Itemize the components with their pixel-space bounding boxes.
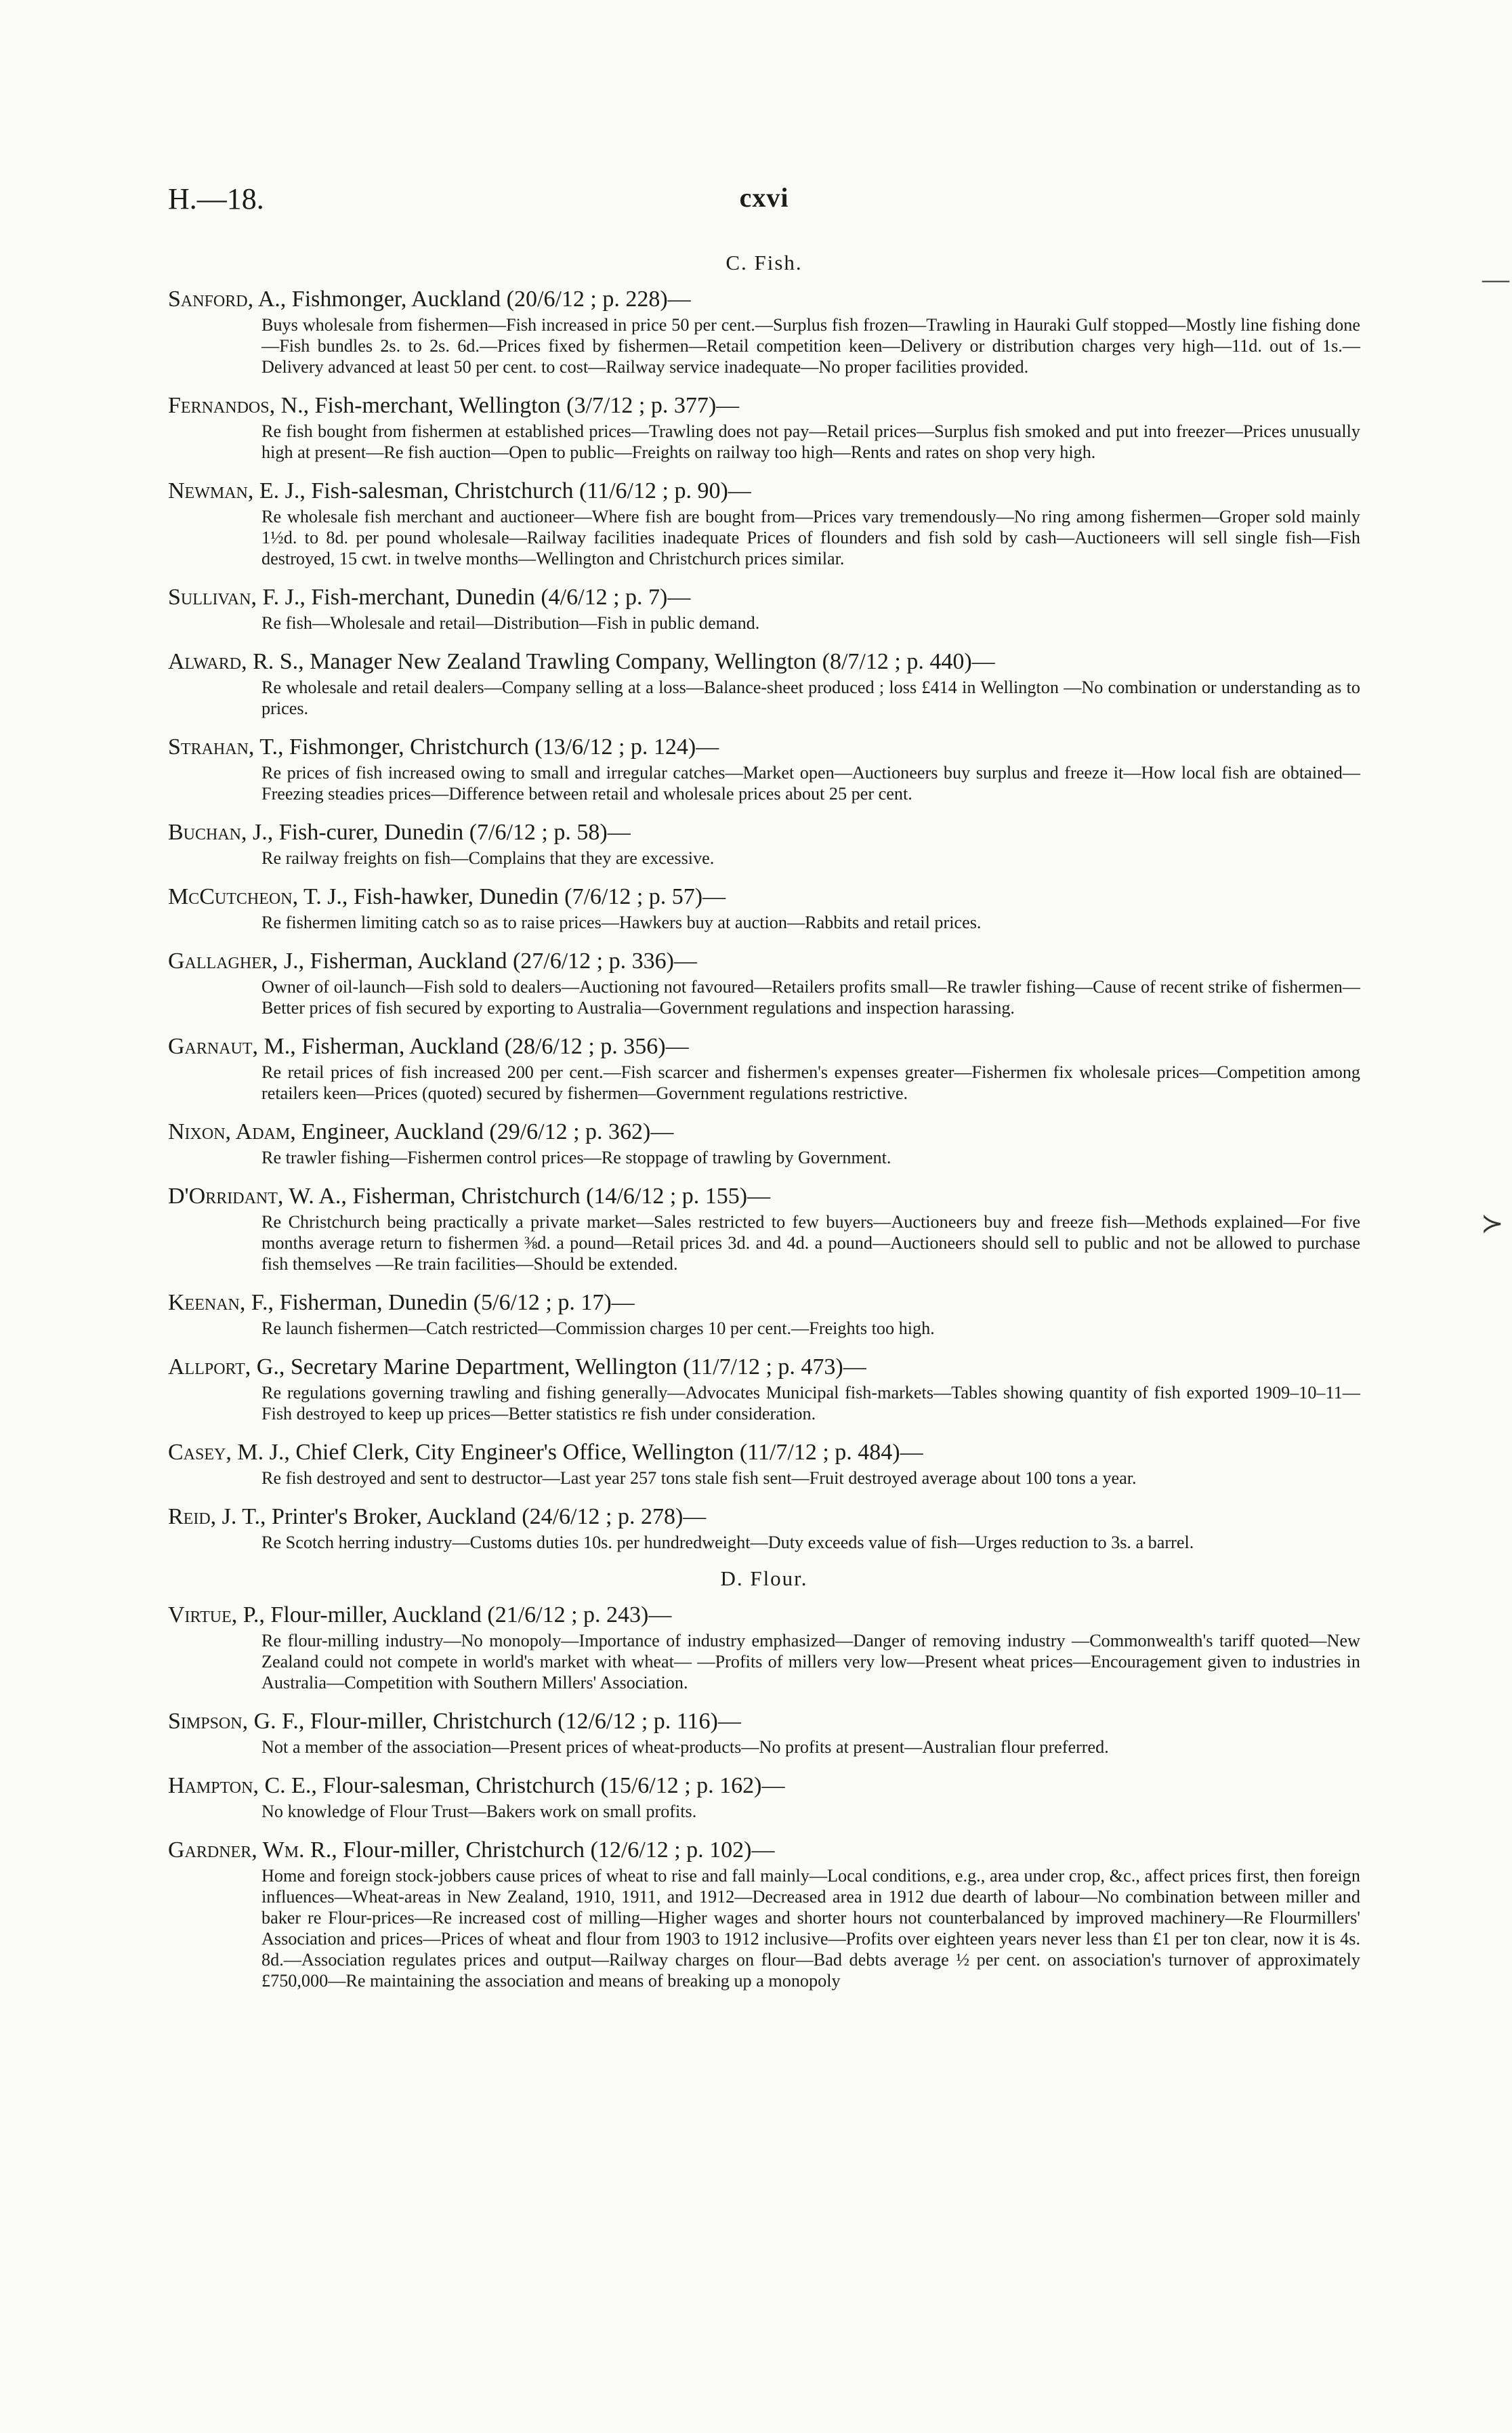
witness-name: Gallagher, J.,: [168, 949, 305, 974]
page-header: [168, 182, 1360, 222]
evidence-summary: No knowledge of Flour Trust—Bakers work on small profits.: [261, 1802, 697, 1821]
evidence-summary: Re fish bought from fishermen at established prices—Trawling does not pay—Retail prices—Surplus fish smoked and put into freezer—Prices unusually high at present—Re fish auction—Open to public—Freights on railway too high—Rents and rates on shop very high.: [261, 421, 1360, 462]
document-reference: H.—18.: [168, 182, 264, 215]
witness-entry: [168, 1032, 1360, 1104]
witness-details: Flour-miller, Christchurch (12/6/12 ; p. 116)—: [304, 1709, 741, 1734]
witness-name: Gardner, Wm. R.,: [168, 1837, 337, 1863]
witness-details: Flour-miller, Auckland (21/6/12 ; p. 243)—: [264, 1602, 672, 1627]
witness-details: Fish-merchant, Wellington (3/7/12 ; p. 377)—: [309, 393, 740, 418]
witness-details: Fisherman, Dunedin (5/6/12 ; p. 17)—: [274, 1290, 635, 1315]
evidence-summary: Re wholesale and retail dealers—Company selling at a loss—Balance-sheet produced ; loss £414 in Wellington —No combination or understanding as to prices.: [261, 678, 1360, 718]
witness-entry: [168, 583, 1360, 633]
witness-entry: [168, 391, 1360, 463]
entry-heading: [168, 1707, 1360, 1737]
witness-details: Fisherman, Auckland (27/6/12 ; p. 336)—: [304, 949, 697, 974]
evidence-summary: Re Christchurch being practically a private market—Sales restricted to few buyers—Auctioneers buy and freeze fish—Methods explained—For five months average return to fishermen ⅜d. a pound—Retail prices 3d. and 4d. a pound—Auctioneers should sell to public and not be allowed to purchase fish themselves —Re train facilities—Should be extended.: [261, 1212, 1360, 1274]
evidence-summary: Re prices of fish increased owing to small and irregular catches—Market open—Auctioneers buy surplus and freeze it—How local fish are obtained—Freezing steadies prices—Difference between retail and wholesale prices about 25 per cent.: [261, 763, 1360, 804]
witness-name: Reid, J. T.,: [168, 1504, 266, 1529]
entry-heading: [168, 818, 1360, 848]
entry-heading: [168, 1182, 1360, 1211]
witness-entry: [168, 1707, 1360, 1758]
witness-name: Alward, R. S.,: [168, 649, 304, 674]
witness-name: Newman, E. J.,: [168, 478, 306, 503]
evidence-summary: Re fish—Wholesale and retail—Distribution—Fish in public demand.: [261, 613, 760, 633]
witness-details: Flour-salesman, Christchurch (15/6/12 ; p. 162)—: [316, 1773, 785, 1798]
witness-name: McCutcheon, T. J.,: [168, 884, 348, 909]
witness-name: Casey, M. J.,: [168, 1440, 290, 1465]
entry-heading: [168, 583, 1360, 612]
witness-entry: [168, 285, 1360, 377]
witness-details: Chief Clerk, City Engineer's Office, Wellington (11/7/12 ; p. 484)—: [289, 1440, 923, 1465]
evidence-summary: Re retail prices of fish increased 200 per cent.—Fish scarcer and fishermen's expenses greater—Fishermen fix wholesale prices—Competition among retailers keen—Prices (quoted) secured by fishermen—Government regulations restrictive.: [261, 1062, 1360, 1103]
witness-entry: [168, 732, 1360, 804]
evidence-summary: Re fishermen limiting catch so as to raise prices—Hawkers buy at auction—Rabbits and retail prices.: [261, 913, 982, 932]
evidence-summary: Owner of oil-launch—Fish sold to dealers—Auctioning not favoured—Retailers profits small—Re trawler fishing—Cause of recent strike of fishermen—Better prices of fish secured by exporting to Australia—Government regulations and inspection harassing.: [261, 977, 1360, 1018]
page-number: cxvi: [739, 182, 789, 213]
witness-details: Flour-miller, Christchurch (12/6/12 ; p. 102)—: [337, 1837, 775, 1863]
entry-heading: [168, 732, 1360, 762]
witness-details: Fish-salesman, Christchurch (11/6/12 ; p. 90)—: [305, 478, 751, 503]
witness-name: Garnaut, M.,: [168, 1034, 296, 1059]
witness-details: Printer's Broker, Auckland (24/6/12 ; p. 278)—: [266, 1504, 707, 1529]
entry-heading: [168, 1502, 1360, 1532]
witness-details: Engineer, Auckland (29/6/12 ; p. 362)—: [295, 1119, 674, 1144]
evidence-summary: Re regulations governing trawling and fishing generally—Advocates Municipal fish-markets—Tables showing quantity of fish exported 1909–10–11—Fish destroyed to keep up prices—Better statistics re fish under consideration.: [261, 1383, 1360, 1423]
evidence-summary: Re trawler fishing—Fishermen control prices—Re stoppage of trawling by Government.: [261, 1148, 891, 1167]
entry-heading: [168, 1600, 1360, 1630]
entry-heading: [168, 1771, 1360, 1801]
entry-heading: [168, 947, 1360, 976]
witness-name: Sullivan, F. J.,: [168, 585, 306, 610]
witness-details: Fish-curer, Dunedin (7/6/12 ; p. 58)—: [273, 820, 631, 845]
entry-heading: [168, 1288, 1360, 1318]
witness-name: Fernandos, N.,: [168, 393, 310, 418]
witness-name: Virtue, P.,: [168, 1602, 265, 1627]
witness-details: Secretary Marine Department, Wellington (11/7/12 ; p. 473)—: [285, 1354, 866, 1379]
margin-mark: —: [1482, 264, 1509, 294]
witness-name: Buchan, J.,: [168, 820, 274, 845]
evidence-summary: Re wholesale fish merchant and auctioneer—Where fish are bought from—Prices vary tremendously—No ring among fishermen—Groper sold mainly 1½d. to 8d. per pound wholesale—Railway facilities inadequate Prices of flounders and fish sold by cash—Auctioneers will sell single fish—Fish destroyed, 15 cwt. in twelve months—Wellington and Christchurch prices similar.: [261, 507, 1360, 568]
evidence-summary: Not a member of the association—Present prices of wheat-products—No profits at present—Australian flour preferred.: [261, 1737, 1109, 1757]
witness-entry: [168, 1288, 1360, 1339]
entry-heading: [168, 1117, 1360, 1147]
evidence-summary: Re railway freights on fish—Complains that they are excessive.: [261, 848, 715, 868]
evidence-summary: Buys wholesale from fishermen—Fish increased in price 50 per cent.—Surplus fish frozen—Trawling in Hauraki Gulf stopped—Mostly line fishing done—Fish bundles 2s. to 2s. 6d.—Prices fixed by fishermen—Retail competition keen—Delivery or distribution charges very high—11d. out of 1s.—Delivery advanced at least 50 per cent. to cost—Railway service inadequate—No proper facilities provided.: [261, 315, 1360, 377]
section-title: C. Fish.: [726, 251, 803, 274]
witness-entry: [168, 1502, 1360, 1553]
witness-entry: [168, 818, 1360, 869]
entry-heading: [168, 647, 1360, 677]
margin-mark: ≻: [1481, 1208, 1504, 1239]
witness-entry: [168, 882, 1360, 933]
witness-entry: [168, 1117, 1360, 1168]
witness-entry: [168, 1352, 1360, 1424]
entry-heading: [168, 285, 1360, 314]
witness-details: Fish-hawker, Dunedin (7/6/12 ; p. 57)—: [348, 884, 726, 909]
witness-name: Nixon, Adam,: [168, 1119, 296, 1144]
evidence-summary: Re flour-milling industry—No monopoly—Importance of industry emphasized—Danger of removing industry —Commonwealth's tariff quoted—New Zealand could not compete in world's market with wheat— —Profits of millers very low—Present wheat prices—Encouragement given to industries in Australia—Competition with Southern Millers' Association.: [261, 1631, 1360, 1692]
evidence-summary: Re fish destroyed and sent to destructor—Last year 257 tons stale fish sent—Fruit destroyed average about 100 tons a year.: [261, 1468, 1137, 1488]
witness-entry: [168, 1438, 1360, 1489]
witness-details: Manager New Zealand Trawling Company, Wellington (8/7/12 ; p. 440)—: [303, 649, 995, 674]
witness-entry: [168, 1771, 1360, 1822]
witness-details: Fisherman, Christchurch (14/6/12 ; p. 155)—: [346, 1184, 771, 1209]
witness-name: Simpson, G. F.,: [168, 1709, 305, 1734]
witness-name: Keenan, F.,: [168, 1290, 274, 1315]
witness-name: Hampton, C. E.,: [168, 1773, 317, 1798]
witness-entry: [168, 476, 1360, 569]
evidence-summary: Re launch fishermen—Catch restricted—Commission charges 10 per cent.—Freights too high.: [261, 1318, 935, 1338]
entry-heading: [168, 1438, 1360, 1468]
entry-heading: [168, 1032, 1360, 1062]
witness-entry: [168, 947, 1360, 1018]
witness-name: Allport, G.,: [168, 1354, 285, 1379]
witness-entry: [168, 647, 1360, 719]
document-content: [168, 251, 1360, 2005]
section-title: D. Flour.: [720, 1566, 808, 1590]
evidence-summary: Home and foreign stock-jobbers cause prices of wheat to rise and fall mainly—Local conditions, e.g., area under crop, &c., affect prices first, then foreign influences—Wheat-areas in New Zealand, 1910, 1911, and 1912—Decreased area in 1912 due dearth of labour—No combination between miller and baker re Flour-prices—Re increased cost of milling—Higher wages and shorter hours not counterbalanced by improved machinery—Re Flourmillers' Association and prices—Prices of wheat and flour from 1903 to 1912 inclusive—Profits over eighteen years never less than £1 per ton clear, now it is 4s. 8d.—Association regulates prices and output—Railway charges on flour—Bad debts average ½ per cent. on association's turnover of approximately £750,000—Re maintaining the association and means of breaking up a monopoly: [261, 1866, 1360, 1991]
witness-details: Fisherman, Auckland (28/6/12 ; p. 356)—: [295, 1034, 689, 1059]
witness-entry: [168, 1600, 1360, 1693]
witness-name: Strahan, T.,: [168, 734, 284, 760]
entry-heading: [168, 391, 1360, 421]
witness-name: D'Orridant, W. A.,: [168, 1184, 347, 1209]
witness-details: Fishmonger, Christchurch (13/6/12 ; p. 124)—: [283, 734, 719, 760]
evidence-summary: Re Scotch herring industry—Customs duties 10s. per hundredweight—Duty exceeds value of fish—Urges reduction to 3s. a barrel.: [261, 1533, 1194, 1552]
entry-heading: [168, 1352, 1360, 1382]
entry-heading: [168, 476, 1360, 506]
witness-entry: [168, 1182, 1360, 1274]
entry-heading: [168, 1835, 1360, 1865]
witness-details: Fishmonger, Auckland (20/6/12 ; p. 228)—: [286, 287, 691, 312]
witness-details: Fish-merchant, Dunedin (4/6/12 ; p. 7)—: [305, 585, 691, 610]
witness-entry: [168, 1835, 1360, 1991]
witness-name: Sanford, A.,: [168, 287, 287, 312]
entry-heading: [168, 882, 1360, 912]
